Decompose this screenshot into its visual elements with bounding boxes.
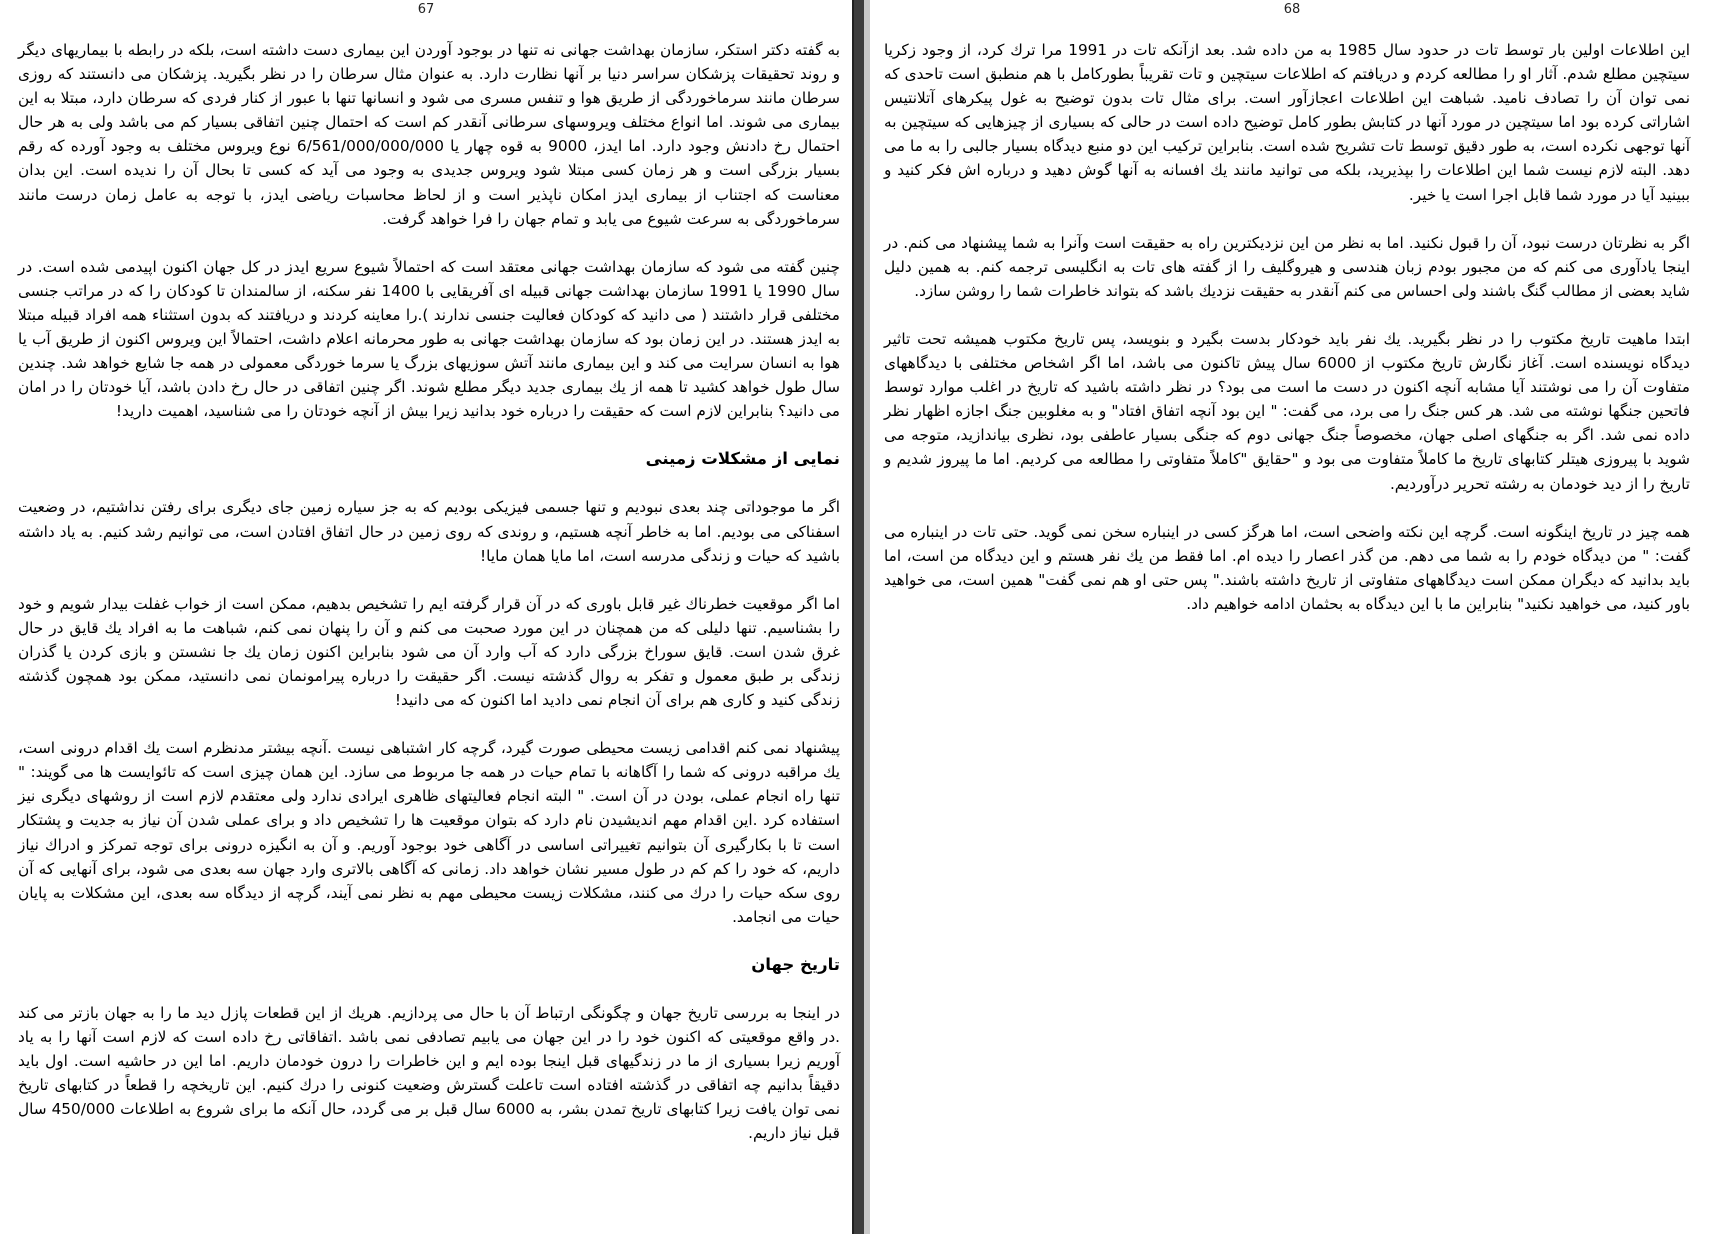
paragraph: اگر ما موجوداتی چند بعدی نبودیم و تنها جسمی فیزیكی بودیم كه به جز سیاره زمین جای دیگری برای رفتن نداشتیم، در وضعیت اسفناكی می بودیم. اما به خاطر آنچه هستیم، و روندی كه روی زمین در حال اتفاق افتادن است، می توانیم رشد كنیم. به یاد داشته باشید كه حیات و زندگی مدرسه است، اما مایا همان مایا!	[18, 498, 840, 565]
paragraph: اما اگر موقعیت خطرناك غیر قابل باوری كه در آن قرار گرفته ایم را تشخیص بدهیم، ممكن است از خواب غفلت بیدار شویم و خود را بشناسیم. تنها دلیلی كه من همچنان در این مورد صحبت می كنم و آن را پنهان نمی كنم، شباهت ما به افراد یك قایق در حال غرق شدن است. قایق سوراخ بزرگی دارد كه آب وارد آن می شود بنابراین اكنون زمان یك جا نشستن و بازی كردن یا گذران زندگی بر طبق معمول و تفكر به روال گذشته نیست. اگر حقیقت را درباره پیرامونمان نمی دانستید، ممكن بود همچون گذشته زندگی كنید و كاری هم برای آن انجام نمی دادید اما اكنون كه می دانید!	[18, 594, 840, 710]
page-number: 67	[417, 2, 435, 17]
right-page	[870, 0, 1714, 1234]
paragraph: پیشنهاد نمی كنم اقدامی زیست محیطی صورت گیرد، گرچه كار اشتباهی نیست .آنچه بیشتر مدنظرم است یك اقدام درونی است، یك مراقبه درونی كه شما را آگاهانه با تمام حیات در همه جا مربوط می سازد. این همان چیزی است كه تائوایست ها می گویند: " تنها راه انجام عملی، بودن در آن است. " البته انجام فعالیتهای ظاهری ایرادی ندارد ولی معتقدم لازم است از روشهای دیگری نیز استفاده كرد .این اقدام مهم اندیشیدن نام دارد كه بتوان موقعیت ها را تشخیص داد و برای عملی شدن آن نیاز به جدیت و پشتكار است تا با بكارگیری آن بتوانیم تغییراتی اساسی در آگاهی خود بوجود آوریم. و آن به انگیزه درونی برای توجه تمركز و ادراك نیاز داریم، كه خود را كم كم در طول مسیر نشان خواهد داد. زمانی كه آگاهی بالاتری وارد جهان سه بعدی می شود، برای آنهایی كه آن روی سكه حیات را درك می كنند، مشكلات زیست محیطی مهم به نظر نمی آیند، گرچه از دیدگاه سه بعدی، این مشكلات به پایان حیات می انجامد.	[18, 739, 840, 926]
section-heading: تاریخ جهان	[751, 954, 840, 974]
left-page	[0, 0, 852, 1234]
page-divider	[852, 0, 870, 1234]
paragraph: همه چیز در تاریخ اینگونه است. گرچه این نكته واضحی است، اما هرگز كسی در اینباره سخن نمی گوید. حتی تات در اینباره می گفت: " من دیدگاه خودم را به شما می دهم. من گذر اعصار را دیده ام. اما فقط من یك نفر هستم و این دیدگاه من است، اما باید بدانید كه دیگران ممكن است دیدگاههای متفاوتی از تاریخ داشته باشند." پس حتی او هم نمی گفت" همین است، می خواهید باور كنید، می خواهید نكنید" بنابراین ما با این دیدگاه به بحثمان ادامه خواهیم داد.	[884, 522, 1690, 613]
page-content	[884, 38, 1690, 640]
page-content	[18, 38, 840, 1169]
paragraph: چنین گفته می شود كه سازمان بهداشت جهانی معتقد است كه احتمالاً شیوع سریع ایدز در كل جهان اكنون اپیدمی شده است. در سال 1990 یا 1991 سازمان بهداشت جهانی قبیله ای آفریقایی با 1400 نفر سكنه، از سالمندان تا كودكان را كه در مراتب جنسی مختلفی قرار داشتند ( می دانید كه كودكان فعالیت جنسی ندارند ).را معاینه كردند و دریافتند كه بدون استثناء همه افراد قبیله مبتلا به ایدز هستند. در این زمان بود كه سازمان بهداشت جهانی به طور محرمانه اعلام داشت، احتمالاً این ویروس اكنون از طریق آب یا هوا به انسان سرایت می كند و این بیماری مانند آتش سوزیهای بزرگ یا سرما خوردگی معمولی در همه جا شایع خواهد شد. چندین سال طول خواهد كشید تا همه از یك بیماری جدید دیگر مطلع شوند. اگر چنین اتفاقی در حال رخ دادن باشد، آیا خودتان را در امان می دانید؟ بنابراین لازم است كه حقیقت را درباره خود بدانید زیرا بیش از آنچه خودتان را می شناسید، اهمیت دارید!	[18, 257, 840, 421]
paragraph: اگر به نظرتان درست نبود، آن را قبول نكنید. اما به نظر من این نزدیكترین راه به حقیقت است وآنرا به شما پیشنهاد می كنم. در اینجا یادآوری می كنم كه من مجبور بودم زبان هندسی و هیروگلیف را از گفته های تات به انگلیسی ترجمه كنم. به همین دلیل شاید بعضی از مطالب گنگ باشند ولی احساس می كنم آنقدر به حقیقت نزدیك باشد كه بتواند خاطرات شما را روشن سازد.	[884, 233, 1690, 300]
paragraph: این اطلاعات اولین بار توسط تات در حدود سال 1985 به من داده شد. بعد ازآنكه تات در 1991 مرا ترك كرد، از وجود زكریا سیتچین مطلع شدم. آثار او را مطالعه كردم و دریافتم كه اطلاعات سیتچین و تات تقریباً بطوركامل با هم منطبق است تاحدی كه نمی توان آن را تصادف نامید. شباهت این اطلاعات اعجازآور است. برای مثال تات بدون توضیح به غول پیكرهای آتلانتیس اشاراتی كرده بود اما سیتچین در مورد آنها در كتابش بطور كامل توضیح داده است در حالی كه بسیاری از چیزهایی كه سیتچین به آنها توجهی نكرده است، به طور دقیق توسط تات تشریح شده است. بنابراین تركیب این دو منبع دیدگاه بسیار جالبی را به ما می دهد. البته لازم نیست شما این اطلاعات را بپذیرید، بلكه می توانید مانند یك افسانه به آنها گوش دهید و درباره اش فكر كنید و ببینید آیا در مورد شما قابل اجرا است یا خیر.	[884, 41, 1691, 204]
paragraph: ابتدا ماهیت تاریخ مكتوب را در نظر بگیرید. یك نفر باید خودكار بدست بگیرد و بنویسد، پس تاریخ مكتوب همیشه تحت تاثیر دیدگاه نویسنده است. آغاز نگارش تاریخ مكتوب از 6000 سال پیش تاكنون می باشد، اما اگر اشخاص مختلفی با دیدگاههای متفاوت آن را می نوشتند آیا مشابه آنچه اكنون در دست ما است می بود؟ در نظر داشته باشید كه تاریخ در اغلب موارد توسط فاتحین جنگها نوشته می شد. هر كس جنگ را می برد، می گفت: " این بود آنچه اتفاق افتاد" و به مغلوبین جنگ اجازه اظهار نظر داده نمی شد. اگر به جنگهای اصلی جهان، مخصوصاً جنگ جهانی دوم كه جنگی بسیار عاطفی بود، نظری بیاندازید، متوجه می شوید با پیروزی هیتلر كتابهای تاریخ ما كاملاً متفاوت می بود و "حقایق "كاملاً متفاوتی را مطالعه می كردیم. اما ما پیروز شدیم و تاریخ را از دید خودمان به رشته تحریر درآوردیم.	[884, 329, 1690, 493]
section-heading: نمایی از مشكلات زمینی	[645, 449, 840, 469]
paragraph: به گفته دكتر استكر، سازمان بهداشت جهانی نه تنها در بوجود آوردن این بیماری دست داشته است، بلكه در رابطه با بیماریهای دیگر و روند تحقیقات پزشكان سراسر دنیا بر آنها نظارت دارد. به عنوان مثال سرطان را در نظر بگیرید. پزشكان می دانستند كه روزی سرطان مانند سرماخوردگی از طریق هوا و تنفس مسری می شود و انسانها تنها با عبور از كنار فردی كه سرطان دارد، مبتلا به این بیماری می شوند. اما انواع مختلف ویروسهای سرطانی آنقدر كم است كه احتمال چنین اتفاقی بسیار كم می باشد ولی به هر حال احتمال رخ دادنش وجود دارد. اما ایدز، 9000 به قوه چهار یا 6/561/000/000/000 نوع ویروس مختلف به وجود آورده كه رقم بسیار بزرگی است و هر زمان كسی مبتلا شود ویروس جدیدی به وجود می آید كه كسی تا بحال آن را ندیده است. این بدان معناست كه اجتناب از بیماری ایدز امكان ناپذیر است و از لحاظ محاسبات ریاضی ایدز، با توجه به عامل زمان درست مانند سرماخوردگی به سرعت شیوع می یابد و تمام جهان را فرا خواهد گرفت.	[18, 41, 840, 228]
page-number: 68	[1283, 2, 1301, 17]
paragraph: در اینجا به بررسی تاریخ جهان و چگونگی ارتباط آن با حال می پردازیم. هریك از این قطعات پازل دید ما را به جهان بازتر می كند .در واقع موقعیتی كه اكنون خود را در این جهان می یابیم تصادفی نمی باشد .اتفاقاتی رخ داده است كه لازم است آنها را به یاد آوریم زیرا بسیاری از ما در زندگیهای قبل اینجا بوده ایم و این خاطرات را درون خودمان داریم. اما این در حاشیه است. اول باید دقیقاً بدانیم چه اتفاقی در گذشته افتاده است تاعلت گسترش وضعیت كنونی را درك كنیم. این تاریخچه را قطعاً در كتابهای تاریخ نمی توان یافت زیرا كتابهای تاریخ تمدن بشر، به 6000 سال قبل بر می گردد، حال آنكه ما برای شروع به اطلاعات 450/000 سال قبل نیاز داریم.	[18, 1003, 840, 1143]
